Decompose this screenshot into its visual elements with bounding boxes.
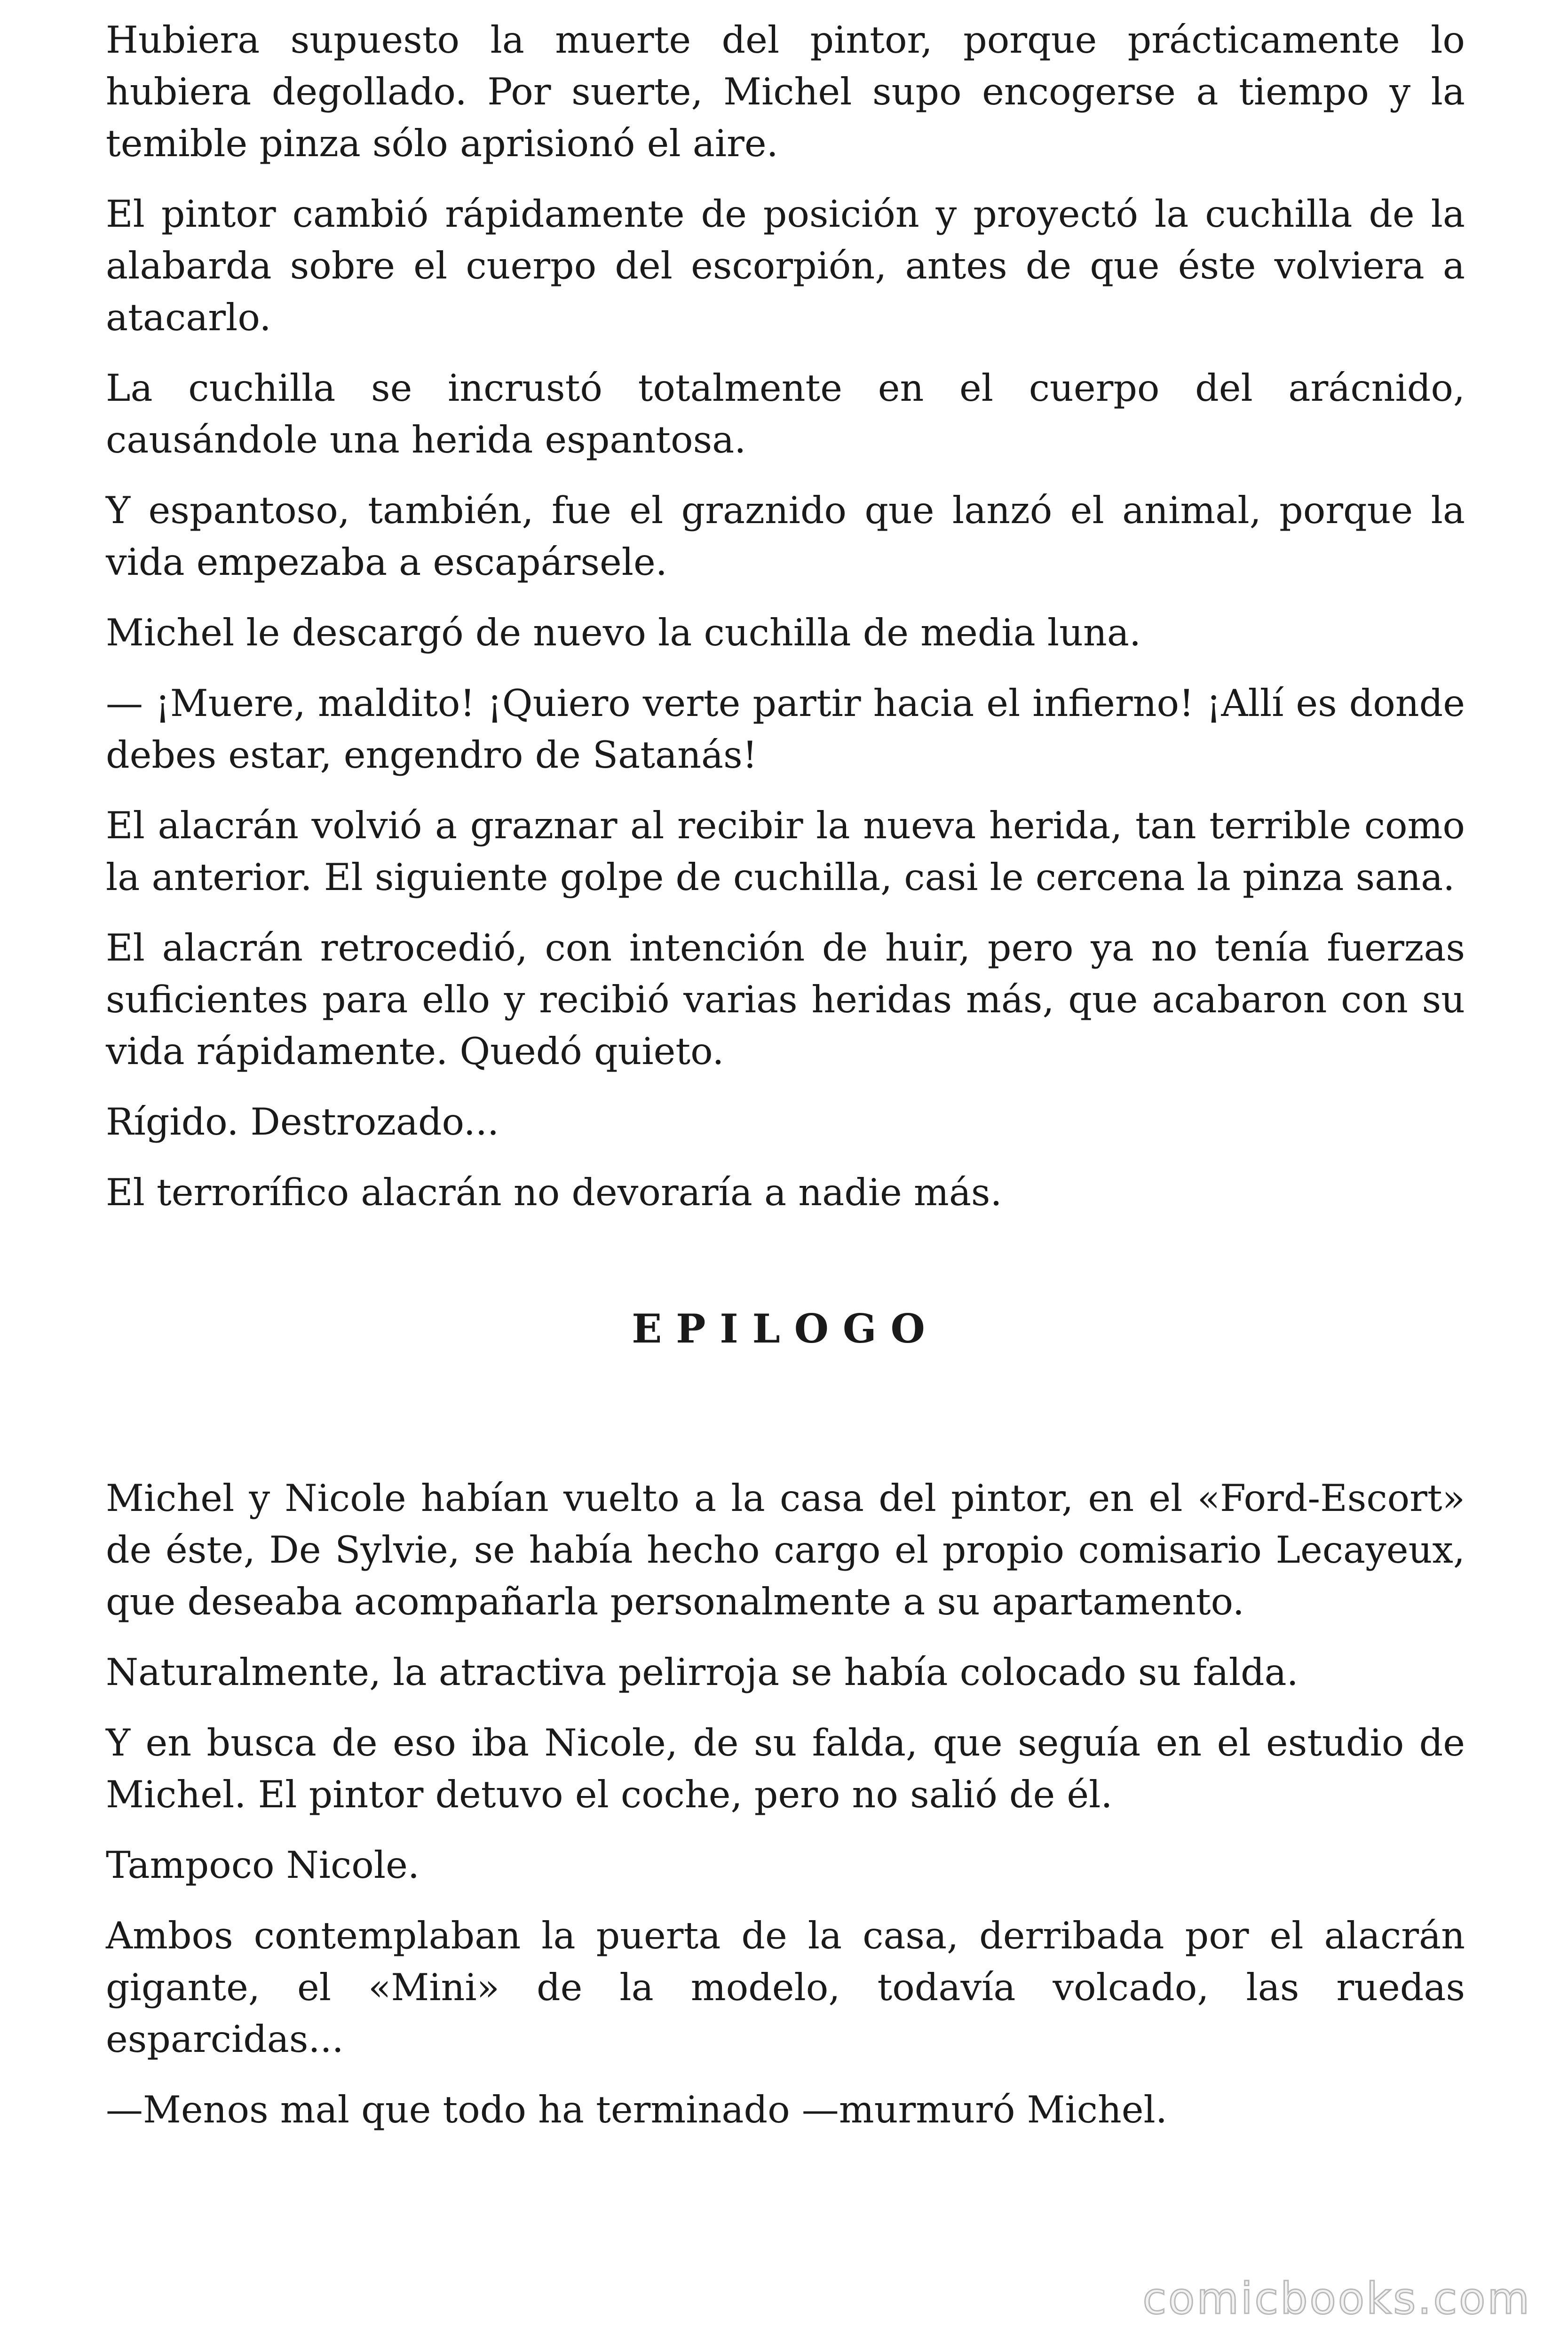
paragraph: La cuchilla se incrustó totalmente en el cuerpo del arácnido, causándole una herida espantosa.: [106, 366, 1465, 461]
paragraph: Michel y Nicole habían vuelto a la casa del pintor, en el «Ford-Escort» de éste, De Sylvie, se había hecho cargo el propio comisario Lecayeux, que deseaba acompañarla personalmente a su apartamento.: [106, 1477, 1465, 1623]
paragraph: Y en busca de eso iba Nicole, de su falda, que seguía en el estudio de Michel. El pintor detuvo el coche, pero no salió de él.: [106, 1721, 1465, 1816]
watermark: comicbooks.com: [1142, 2273, 1531, 2324]
paragraph: Michel le descargó de nuevo la cuchilla de media luna.: [106, 611, 1141, 654]
dialogue-paragraph: — ¡Muere, maldito! ¡Quiero verte partir hacia el infierno! ¡Allí es donde debes estar, engendro de Satanás!: [106, 682, 1465, 777]
paragraph: El alacrán volvió a graznar al recibir la nueva herida, tan terrible como la anterior. El siguiente golpe de cuchilla, casi le cercena la pinza sana.: [106, 804, 1465, 899]
paragraph: Hubiera supuesto la muerte del pintor, porque prácticamente lo hubiera degollado. Por suerte, Michel supo encogerse a tiempo y la temible pinza sólo aprisionó el aire.: [106, 18, 1465, 165]
section-heading: EPILOGO: [632, 1305, 939, 1352]
paragraph: El pintor cambió rápidamente de posición y proyectó la cuchilla de la alabarda sobre el cuerpo del escorpión, antes de que éste volviera a atacarlo.: [106, 192, 1465, 339]
paragraph: Y espantoso, también, fue el graznido que lanzó el animal, porque la vida empezaba a escapársele.: [106, 489, 1465, 584]
dialogue-paragraph: —Menos mal que todo ha terminado —murmuró Michel.: [106, 2088, 1167, 2131]
document-page: [106, 14, 1465, 2154]
paragraph: El terrorífico alacrán no devoraría a nadie más.: [106, 1171, 1002, 1214]
paragraph: Ambos contemplaban la puerta de la casa, derribada por el alacrán gigante, el «Mini» de la modelo, todavía volcado, las ruedas esparcidas...: [106, 1914, 1465, 2061]
paragraph: Rígido. Destrozado...: [106, 1100, 499, 1144]
paragraph: Naturalmente, la atractiva pelirroja se había colocado su falda.: [106, 1651, 1299, 1694]
paragraph: Tampoco Nicole.: [106, 1843, 420, 1887]
paragraph: El alacrán retrocedió, con intención de huir, pero ya no tenía fuerzas suficientes para ello y recibió varias heridas más, que acabaron con su vida rápidamente. Quedó quieto.: [106, 926, 1465, 1073]
